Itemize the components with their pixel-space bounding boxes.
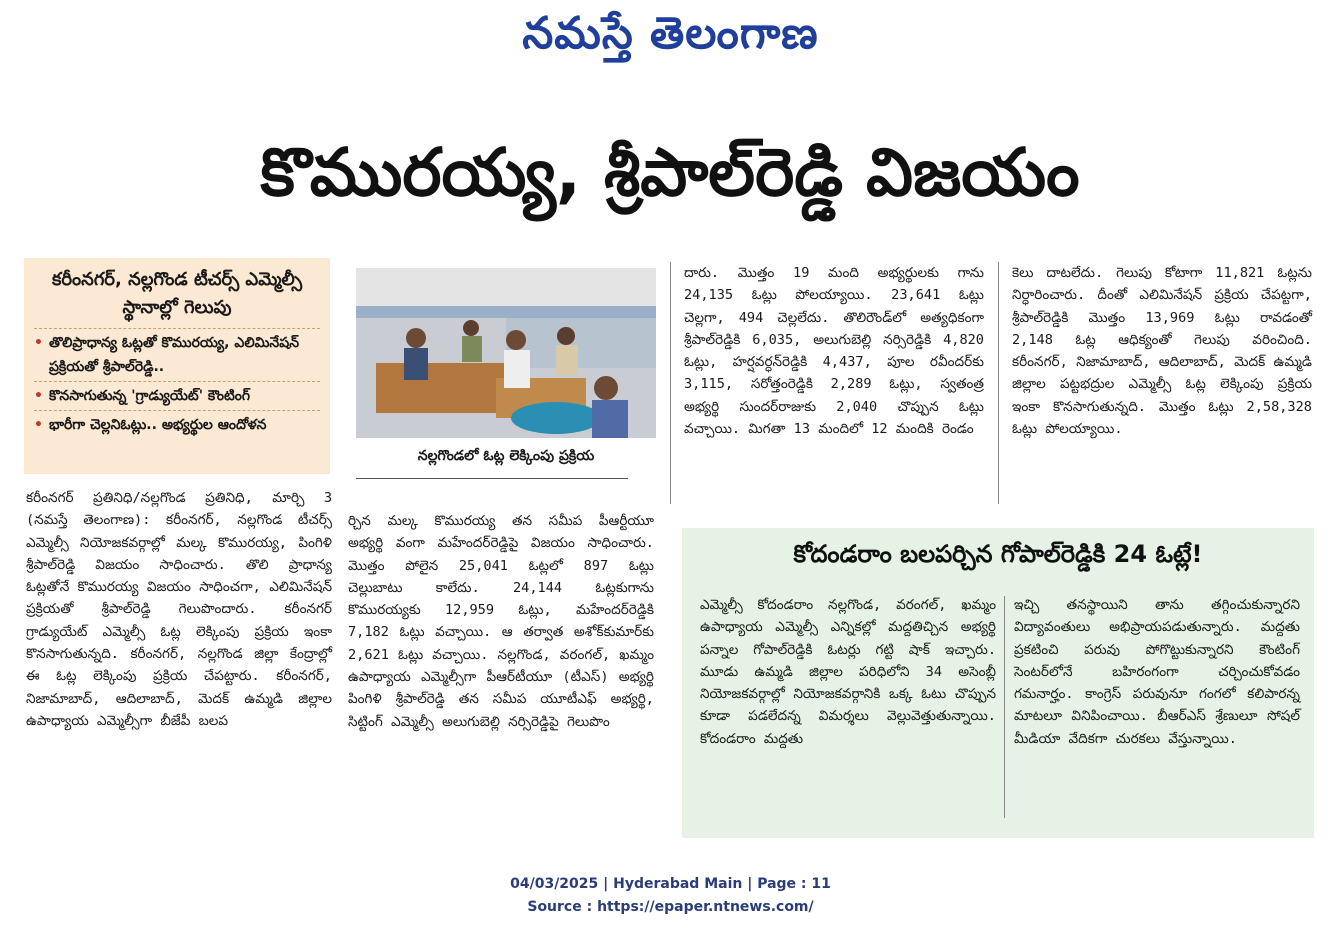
photo-caption: నల్లగొండలో ఓట్ల లెక్కింపు ప్రక్రియ [417,448,595,464]
caption-divider [356,478,628,479]
counting-photo-image [356,268,656,438]
sidebar-column-2 [1014,594,1300,750]
highlight-subheading: కరీంనగర్‌, నల్లగొండ టీచర్స్‌ ఎమ్మెల్సీ స్థానాల్లో గెలుపు [51,269,303,318]
sidebar-text: ఇచ్చి తనస్థాయిని తాను తగ్గించుకున్నారని విద్యావంతులు అభిప్రాయపడుతున్నారు. మద్దతు ప్రకటించి పరువు పోగొట్టుకున్నారని కౌంటింగ్‌ సెంటర్‌లోనే బహిరంగంగా చర్చించుకోవడం గమనార్హం. కాంగ్రెస్‌ పరువునూ గంగలో కలిపారన్న మాటలూ వినిపించాయి. బీఆర్‌ఎస్‌ శ్రేణులూ సోషల్‌ మీడియా వేదికగా చురకలు వేస్తున్నాయి. [1014,597,1300,747]
bullet-icon: • [34,388,43,404]
bullet-icon: • [34,335,43,351]
article-column-2 [348,510,654,733]
highlight-bullet [34,328,320,381]
footer-date-edition: 04/03/2025 | Hyderabad Main | Page : 11 [510,876,831,892]
article-column-1 [26,487,332,732]
bullet-icon: • [34,417,43,433]
masthead-logo: నమస్తే తెలంగాణ [522,8,819,59]
sidebar-column-1 [700,594,996,750]
column-divider [1004,596,1005,818]
sidebar-title: కోదండరాం బలపర్చిన గోపాల్‌రెడ్డికి 24 ఓట్లే! [793,540,1203,568]
bullet-text: కొనసాగుతున్న 'గ్రాడ్యుయేట్‌' కౌంటింగ్‌ [48,388,251,404]
article-text: కరీంనగర్‌ ప్రతినిధి/నల్లగొండ ప్రతినిధి, మార్చి 3 (నమస్తే తెలంగాణ): కరీంనగర్‌, నల్లగొండ టీచర్స్‌ ఎమ్మెల్సీ నియోజకవర్గాల్లో మల్క కొమురయ్య, పింగిళి శ్రీపాల్‌రెడ్డి విజయం సాధించారు. తొలి ప్రాధాన్య ఓట్లతోనే కొమురయ్య విజయం సాధించగా, ఎలిమినేషన్‌ ప్రక్రియతో శ్రీపాల్‌రెడ్డి గెలుపొందారు. కరీంనగర్‌ గ్రాడ్యుయేట్‌ ఎమ్మెల్సీ ఓట్ల లెక్కింపు ప్రక్రియ ఇంకా కొనసాగుతున్నది. కరీంనగర్‌, నల్లగొండ జిల్లా కేంద్రాల్లో ఈ ఓట్ల లెక్కింపు ప్రక్రియ చేపట్టారు. కరీంనగర్‌, నిజామాబాద్‌, ఆదిలాబాద్‌, మెదక్‌ ఉమ్మడి జిల్లాల ఉపాధ్యాయ ఎమ్మెల్సీగా బీజేపీ బలప [26,490,332,729]
counting-photo [356,268,656,438]
highlight-bullet-list [34,328,320,439]
highlight-box [24,258,330,474]
sidebar-text: ఎమ్మెల్సీ కోదండరాం నల్లగొండ, వరంగల్‌, ఖమ్మం ఉపాధ్యాయ ఎమ్మెల్సీ ఎన్నికల్లో మద్దతిచ్చిన అభ్యర్థి పన్నాల గోపాల్‌రెడ్డికి ఓటర్లు గట్టి షాక్‌ ఇచ్చారు. మూడు ఉమ్మడి జిల్లాల పరిధిలోని 34 అసెంబ్లీ నియోజకవర్గాల్లో నియోజకవర్గానికి ఒక్క ఓటు చొప్పున కూడా పడలేదన్న విమర్శలు వెల్లువెత్తుతున్నాయి. కోదండరాం మద్దతు [700,597,996,747]
highlight-bullet [34,381,320,410]
bullet-text: తొలిప్రాధాన్య ఓట్లతో కొమురయ్య, ఎలిమినేషన్‌ ప్రక్రియతో శ్రీపాల్‌రెడ్డి.. [48,335,300,375]
bullet-text: భారీగా చెల్లనిఓట్లు.. అభ్యర్థుల ఆందోళన [48,417,267,433]
article-column-4 [1012,262,1312,440]
article-column-3 [684,262,984,440]
column-divider [670,262,671,504]
article-text: కెలు దాటలేదు. గెలుపు కోటాగా 11,821 ఓట్లను నిర్ధారించారు. దీంతో ఎలిమినేషన్‌ ప్రక్రియ చేపట్టగా, శ్రీపాల్‌రెడ్డికి మొత్తం 13,969 ఓట్లు రావడంతో 2,148 ఓట్ల ఆధిక్యంతో గెలుపు వరించింది. కరీంనగర్‌, నిజామాబాద్‌, ఆదిలాబాద్‌, మెదక్‌ ఉమ్మడి జిల్లాల పట్టభద్రుల ఎమ్మెల్సీ ఓట్ల లెక్కింపు ప్రక్రియ ఇంకా కొనసాగుతున్నది. మొత్తం ఓట్లు 2,58,328 ఓట్లు పోలయ్యాయి. [1012,265,1312,438]
highlight-bullet [34,410,320,439]
article-text: ర్చిన మల్క కొమురయ్య తన సమీప పీఆర్టీయూ అభ్యర్థి వంగా మహేందర్‌రెడ్డిపై విజయం సాధించారు. మొత్తం పోలైన 25,041 ఓట్లలో 897 ఓట్లు చెల్లుబాటు కాలేదు. 24,144 ఓట్లకుగాను కొమురయ్యకు 12,959 ఓట్లు, మహేందర్‌రెడ్డికి 7,182 ఓట్లు వచ్చాయి. ఆ తర్వాత అశోక్‌కుమార్‌కు 2,621 ఓట్లు వచ్చాయి. నల్లగొండ, వరంగల్‌, ఖమ్మం ఉపాధ్యాయ ఎమ్మెల్సీగా పీఆర్‌టీయూ (టీఎస్‌) అభ్యర్థి పింగిళి శ్రీపాల్‌రెడ్డి తన సమీప యూటీఎఫ్‌ అభ్యర్థి, సిట్టింగ్‌ ఎమ్మెల్సీ అలుగుబెల్లి నర్సిరెడ్డిపై గెలుపొం [348,513,654,730]
headline: కొమురయ్య, శ్రీపాల్‌రెడ్డి విజయం [260,134,1080,211]
column-divider [998,262,999,504]
article-text: దారు. మొత్తం 19 మంది అభ్యర్థులకు గాను 24,135 ఓట్లు పోలయ్యాయి. 23,641 ఓట్లు చెల్లగా, 494 చెల్లలేదు. తొలిరౌండ్‌లో అత్యధికంగా శ్రీపాల్‌రెడ్డికి 6,035, అలుగుబెల్లి నర్సిరెడ్డికి 4,820 ఓట్లు, హర్షవర్ధన్‌రెడ్డికి 4,437, పూల రవీందర్‌కు 3,115, సరోత్తంరెడ్డికి 2,289 ఓట్లు, స్వతంత్ర అభ్యర్థి సుందర్‌రాజుకు 2,040 చొప్పున ఓట్లు వచ్చాయి. మిగతా 13 మందిలో 12 మందికి రెండం [684,265,984,438]
footer-source-link[interactable]: Source : https://epaper.ntnews.com/ [527,899,814,915]
